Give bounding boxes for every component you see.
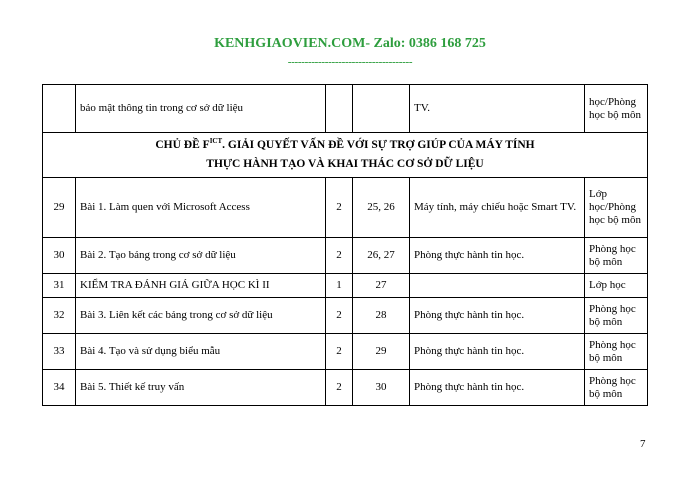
table-row — [43, 178, 648, 238]
row-number: 31 — [43, 274, 76, 298]
teaching-plan-table — [42, 84, 648, 406]
equipment: Phòng thực hành tin học. — [410, 238, 585, 274]
row-number: 32 — [43, 298, 76, 334]
location: Phòng học bộ môn — [585, 370, 648, 406]
location: học/Phòng học bộ môn — [585, 85, 648, 133]
topic-line1-rest: . GIẢI QUYẾT VẤN ĐỀ VỚI SỰ TRỢ GIÚP CỦA MÁY TÍNH — [222, 139, 535, 151]
location: Phòng học bộ môn — [585, 334, 648, 370]
week: 30 — [353, 370, 410, 406]
equipment: Máy tính, máy chiếu hoặc Smart TV. — [410, 178, 585, 238]
header-dashed-rule: ------------------------------------- — [287, 56, 413, 68]
location: Lớp học/Phòng học bộ môn — [585, 178, 648, 238]
equipment: Phòng thực hành tin học. — [410, 370, 585, 406]
lesson-name: Bài 1. Làm quen với Microsoft Access — [76, 178, 326, 238]
equipment: Phòng thực hành tin học. — [410, 298, 585, 334]
lesson-name: Bài 2. Tạo bảng trong cơ sở dữ liệu — [76, 238, 326, 274]
topic-heading-row — [43, 133, 648, 178]
row-number: 30 — [43, 238, 76, 274]
period-count: 2 — [326, 334, 353, 370]
period-count: 1 — [326, 274, 353, 298]
table-row — [43, 370, 648, 406]
row-number: 29 — [43, 178, 76, 238]
lesson-name: KIỂM TRA ĐÁNH GIÁ GIỮA HỌC KÌ II — [76, 274, 326, 298]
lesson-name: bảo mật thông tin trong cơ sở dữ liệu — [76, 85, 326, 133]
week: 27 — [353, 274, 410, 298]
table-row — [43, 274, 648, 298]
site-header-title: KENHGIAOVIEN.COM- Zalo: 0386 168 725 — [214, 36, 486, 51]
week: 25, 26 — [353, 178, 410, 238]
equipment: Phòng thực hành tin học. — [410, 334, 585, 370]
equipment — [410, 274, 585, 298]
page-number: 7 — [640, 438, 646, 450]
period-count: 2 — [326, 238, 353, 274]
lesson-name: Bài 4. Tạo và sử dụng biểu mẫu — [76, 334, 326, 370]
week: 29 — [353, 334, 410, 370]
row-number: 33 — [43, 334, 76, 370]
period-count — [326, 85, 353, 133]
topic-prefix: CHỦ ĐỀ F — [155, 139, 210, 151]
period-count: 2 — [326, 370, 353, 406]
table-row — [43, 334, 648, 370]
week: 28 — [353, 298, 410, 334]
table-row — [43, 298, 648, 334]
period-count: 2 — [326, 298, 353, 334]
topic-superscript: ICT — [209, 137, 223, 146]
week — [353, 85, 410, 133]
equipment: TV. — [410, 85, 585, 133]
location: Phòng học bộ môn — [585, 238, 648, 274]
topic-line2: THỰC HÀNH TẠO VÀ KHAI THÁC CƠ SỞ DỮ LIỆU — [206, 158, 484, 170]
topic-heading — [43, 133, 648, 178]
lesson-name: Bài 3. Liên kết các bảng trong cơ sở dữ liệu — [76, 298, 326, 334]
table-row — [43, 85, 648, 133]
lesson-name: Bài 5. Thiết kế truy vấn — [76, 370, 326, 406]
row-number — [43, 85, 76, 133]
period-count: 2 — [326, 178, 353, 238]
location: Phòng học bộ môn — [585, 298, 648, 334]
week: 26, 27 — [353, 238, 410, 274]
row-number: 34 — [43, 370, 76, 406]
table-row — [43, 238, 648, 274]
location: Lớp học — [585, 274, 648, 298]
